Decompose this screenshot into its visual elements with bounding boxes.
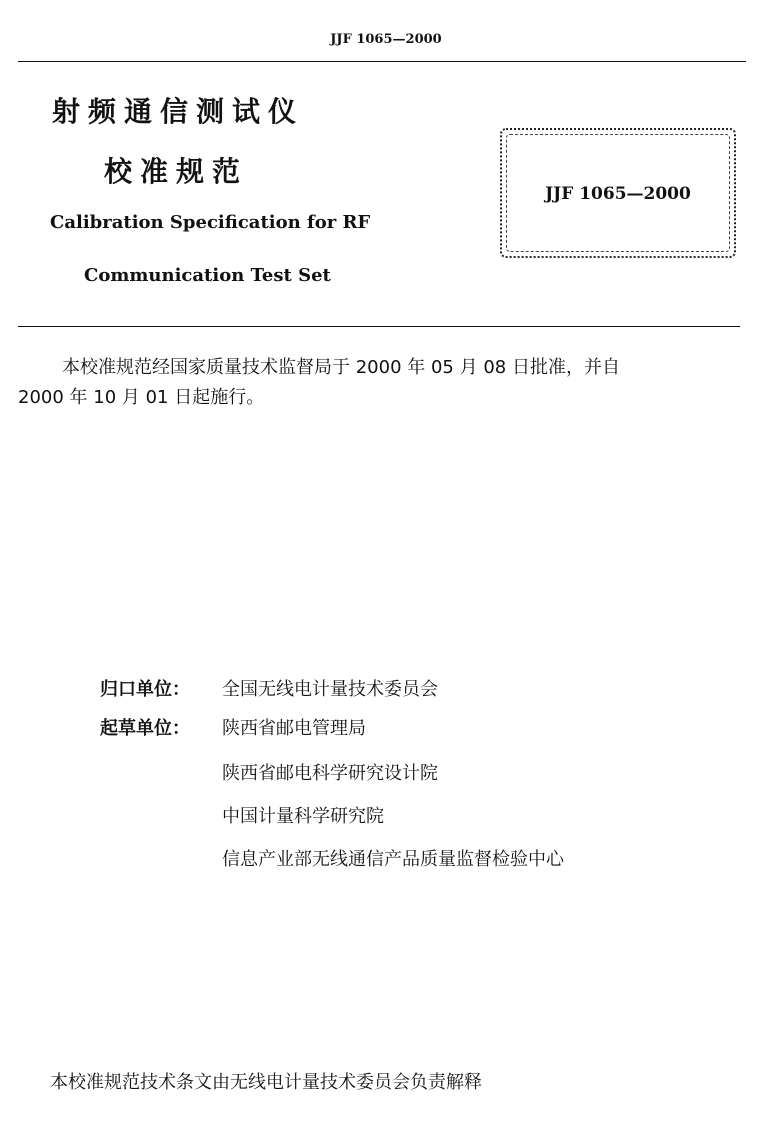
drafting-unit: 陕西省邮电科学研究设计院 — [222, 763, 438, 784]
drafting-unit: 陕西省邮电管理局 — [222, 718, 366, 739]
interpretation-note: 本校准规范技术条文由无线电计量技术委员会负责解释 — [50, 1072, 482, 1093]
approval-line2: 2000 年 10 月 01 日起施行。 — [18, 387, 265, 408]
header-rule — [18, 61, 746, 62]
badge-code: JJF 1065—2000 — [545, 184, 691, 204]
header-standard-code: JJF 1065—2000 — [330, 32, 442, 47]
title-en-line2: Communication Test Set — [84, 265, 331, 286]
drafting-unit: 信息产业部无线通信产品质量监督检验中心 — [222, 849, 564, 870]
title-rule — [18, 326, 740, 327]
responsible-unit-label: 归口单位： — [100, 679, 190, 700]
title-en-line1: Calibration Specification for RF — [50, 212, 371, 233]
title-cn-line1: 射频通信测试仪 — [52, 95, 305, 128]
title-cn-line2: 校准规范 — [104, 155, 249, 188]
standard-code-badge — [500, 128, 736, 258]
responsible-unit: 全国无线电计量技术委员会 — [222, 679, 438, 700]
drafting-unit: 中国计量科学研究院 — [222, 806, 384, 827]
drafting-unit-label: 起草单位： — [100, 718, 190, 739]
approval-line1: 本校准规范经国家质量技术监督局于 2000 年 05 月 08 日批准，并自 — [62, 357, 620, 378]
